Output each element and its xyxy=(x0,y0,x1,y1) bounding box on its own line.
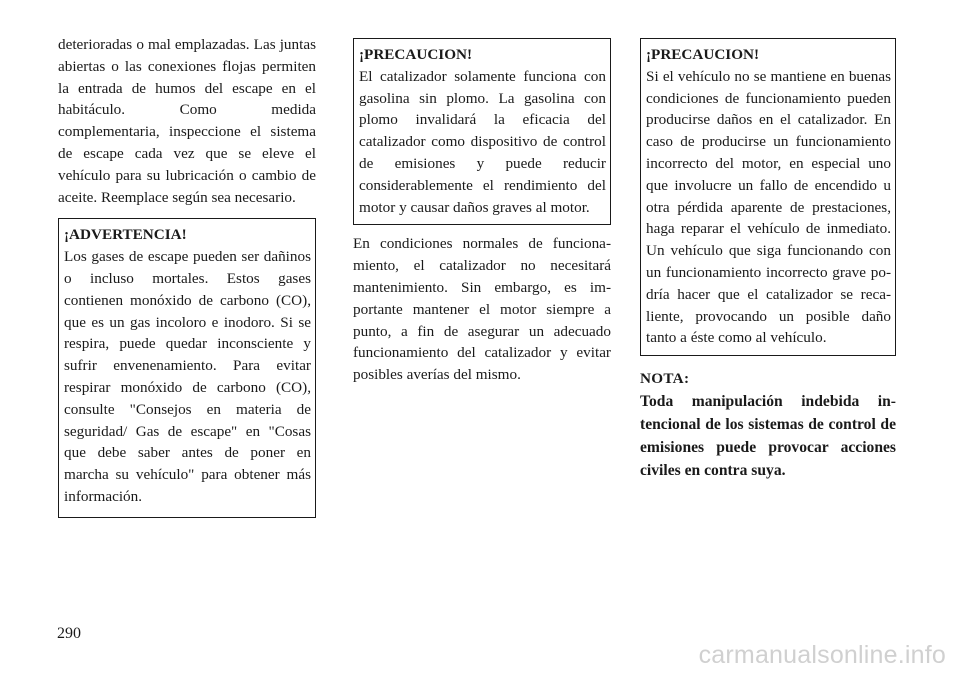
maintenance-paragraph: En condiciones normales de funcionamiento, el catalizador no necesitará mantenimiento. Sin embargo, es importante mantener el motor siempre a punto, a fin de asegurar un adecuado funcionamiento del catalizador y evitar posibles averías del mismo. xyxy=(353,235,611,384)
caution-title: ¡PRECAUCION! xyxy=(646,46,760,63)
caution-text: Si el vehículo no se mantiene en buenas condiciones de funcionamiento pueden producirse daños en el catalizador. En caso de producirse un funcionamiento incorrecto del motor, en especial uno que involucre un fallo de encendido u otra pérdida aparente de prestaciones, haga reparar el vehículo de inmediato. Un vehículo que siga funcionando con un funcionamiento incorrecto grave podría hacer que el catalizador se recaliente, provocando un posible daño tanto a éste como al vehículo. xyxy=(646,67,891,347)
column-middle xyxy=(353,34,611,386)
column-right xyxy=(640,34,896,482)
page-number: 290 xyxy=(57,625,81,642)
intro-paragraph: deterioradas o mal emplazadas. Las juntas abiertas o las conexiones flojas permiten la entrada de humos del escape en el habitáculo. Como medida complementaria, inspeccione el sistema de escape cada vez que se eleve el vehículo para su lubricación o cambio de aceite. Reemplace según sea necesario. xyxy=(58,36,316,206)
caution-box-catalyst-fuel xyxy=(353,38,611,225)
warning-text: Los gases de escape pueden ser dañinos o incluso mortales. Estos gases contienen monóxido de carbono (CO), que es un gas incoloro e inodoro. Si se respira, puede quedar inconsciente y sufrir envenenamiento. Para evitar respirar monóxido de carbono (CO), consulte "Consejos en materia de seguridad/ Gas de escape" en "Cosas que debe saber antes de poner en marcha su vehículo" para obtener más información. xyxy=(64,248,311,505)
warning-box xyxy=(58,218,316,517)
warning-title: ¡ADVERTENCIA! xyxy=(64,226,187,244)
caution-text: El catalizador solamente funciona con gasolina sin plomo. La gasolina con plomo invalidará la eficacia del catalizador como dispositivo de control de emisiones y puede reducir considerablemente el rendimiento del motor y causar daños graves al motor. xyxy=(359,67,606,216)
note-label: NOTA: xyxy=(640,370,690,388)
caution-box-vehicle-condition xyxy=(640,38,896,356)
note-text: Toda manipulación indebida intencional de los sistemas de control de emisiones puede provocar acciones civiles en contra suya. xyxy=(640,392,896,479)
watermark: carmanualsonline.info xyxy=(698,641,946,669)
caution-title: ¡PRECAUCION! xyxy=(359,46,473,63)
column-left xyxy=(58,34,316,518)
